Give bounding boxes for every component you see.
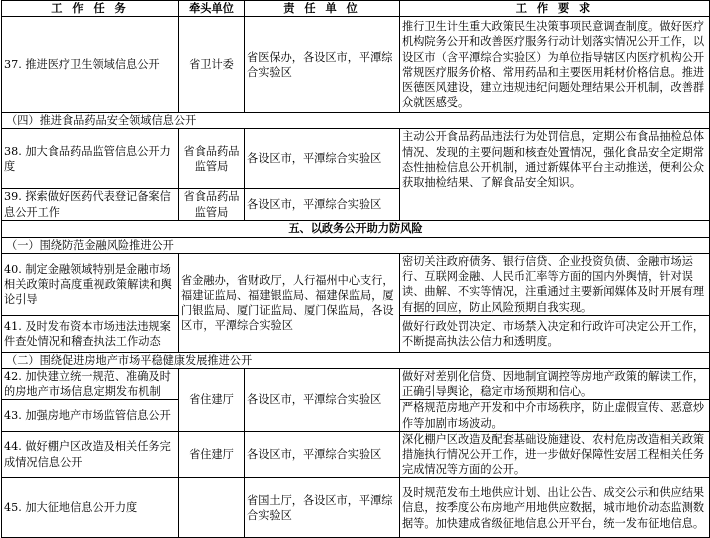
responsible-unit-cell: 各设区市，平潭综合实验区: [245, 129, 400, 189]
table-row: [2, 478, 710, 538]
responsible-unit-cell: 各设区市，平潭综合实验区: [245, 189, 400, 220]
table-row: [2, 369, 710, 400]
lead-unit-cell: 省卫计委: [179, 17, 245, 113]
responsible-unit-cell: 各设区市，平潭综合实验区: [245, 431, 400, 478]
requirement-cell: 深化棚户区改造及配套基础设施建设、农村危房改造相关政策措施执行情况公开工作，进一步做好保障性安居工程相关任务完成情况等方面的公开。: [400, 431, 710, 478]
responsible-unit-cell: 省医保办，各设区市，平潭综合实验区: [245, 17, 400, 113]
table-row: [2, 129, 710, 189]
task-cell: 38. 加大食品药品监管信息公开力度: [2, 129, 179, 189]
part-title-row: [2, 220, 710, 237]
task-cell: 39. 探索做好医药代表登记备案信息公开工作: [2, 189, 179, 220]
task-cell: 37. 推进医疗卫生领域信息公开: [2, 17, 179, 113]
lead-unit-cell: 省食品药品监管局: [179, 189, 245, 220]
header-row: [2, 1, 710, 17]
table-row: [2, 254, 710, 316]
section-heading: （四）推进食品药品安全领域信息公开: [2, 113, 710, 129]
section-row: [2, 237, 710, 253]
section-row: [2, 113, 710, 129]
task-cell: 40. 制定金融领域特别是金融市场相关政策时高度重视政策解读和舆论引导: [2, 254, 179, 316]
section-row: [2, 352, 710, 368]
part-title: 五、以政务公开助力防风险: [2, 220, 710, 237]
requirement-cell: 主动公开食品药品违法行为处罚信息，定期公布食品抽检总体情况、发现的主要问题和核查处置情况，强化食品安全定期常态性抽检信息公开机制，通过新媒体平台主动推送，便利公众获取抽检结果、了解食品安全知识。: [400, 129, 710, 220]
header-requirement: 工 作 要 求: [400, 1, 710, 17]
section-heading: （一）围绕防范金融风险推进公开: [2, 237, 710, 253]
responsible-unit-cell: 省金融办，省财政厅，人行福州中心支行，福建证监局、福建银监局、福建保监局，厦门银监局、厦门证监局、厦门保监局，各设区市，平潭综合实验区: [179, 254, 400, 353]
work-task-table: [1, 0, 710, 538]
responsible-unit-cell: 各设区市，平潭综合实验区: [245, 369, 400, 432]
task-cell: 42. 加快建立统一规范、准确及时的房地产市场信息定期发布机制: [2, 369, 179, 400]
lead-unit-cell: 省住建厅: [179, 431, 245, 478]
task-cell: 41. 及时发布资本市场违法违规案件查处情况和稽查执法工作动态: [2, 315, 179, 352]
requirement-cell: 做好行政处罚决定、市场禁入决定和行政许可决定公开工作，不断提高执法公信力和透明度。: [400, 315, 710, 352]
requirement-cell: 密切关注政府债务、银行信贷、企业投资负债、金融市场运行、互联网金融、人民币汇率等方面的国内外舆情，针对误读、曲解、不实等情况，注重通过主要新闻媒体及时开展有理有据的回应，防止风险预期自我实现。: [400, 254, 710, 316]
header-lead-unit: 牵头单位: [179, 1, 245, 17]
requirement-cell: 严格规范房地产开发和中介市场秩序，防止虚假宣传、恶意炒作等加剧市场波动。: [400, 400, 710, 431]
task-cell: 45. 加大征地信息公开力度: [2, 478, 179, 538]
section-heading: （二）围绕促进房地产市场平稳健康发展推进公开: [2, 352, 710, 368]
responsible-unit-cell: 省国土厅，各设区市，平潭综合实验区: [245, 478, 400, 538]
header-responsible-unit: 责 任 单 位: [245, 1, 400, 17]
table-row: [2, 17, 710, 113]
task-cell: 43. 加强房地产市场监管信息公开: [2, 400, 179, 431]
requirement-cell: 及时规范发布土地供应计划、出让公告、成交公示和供应结果信息，按季度公布房地产用地供应数据，城市地价动态监测数据等。加快建成省级征地信息公开平台，统一发布征地信息。: [400, 478, 710, 538]
task-cell: 44. 做好棚户区改造及相关任务完成情况信息公开: [2, 431, 179, 478]
lead-unit-cell: 省食品药品监管局: [179, 129, 245, 189]
requirement-cell: 做好对差别化信贷、因地制宜调控等房地产政策的解读工作，正确引导舆论，稳定市场预期和信心。: [400, 369, 710, 400]
table-row: [2, 431, 710, 478]
header-task: 工 作 任 务: [2, 1, 179, 17]
requirement-cell: 推行卫生计生重大政策民生决策事项民意调查制度。做好医疗机构院务公开和改善医疗服务行动计划落实情况公开工作，以设区市（含平潭综合实验区）为单位指导辖区内医疗机构公开常规医疗服务价格、常用药品和主要医用耗材价格信息。推进医德医风建设，建立违规违纪问题处理结果公开机制，改善群众就医感受。: [400, 17, 710, 113]
lead-unit-cell: [179, 478, 245, 538]
lead-unit-cell: 省住建厅: [179, 369, 245, 432]
